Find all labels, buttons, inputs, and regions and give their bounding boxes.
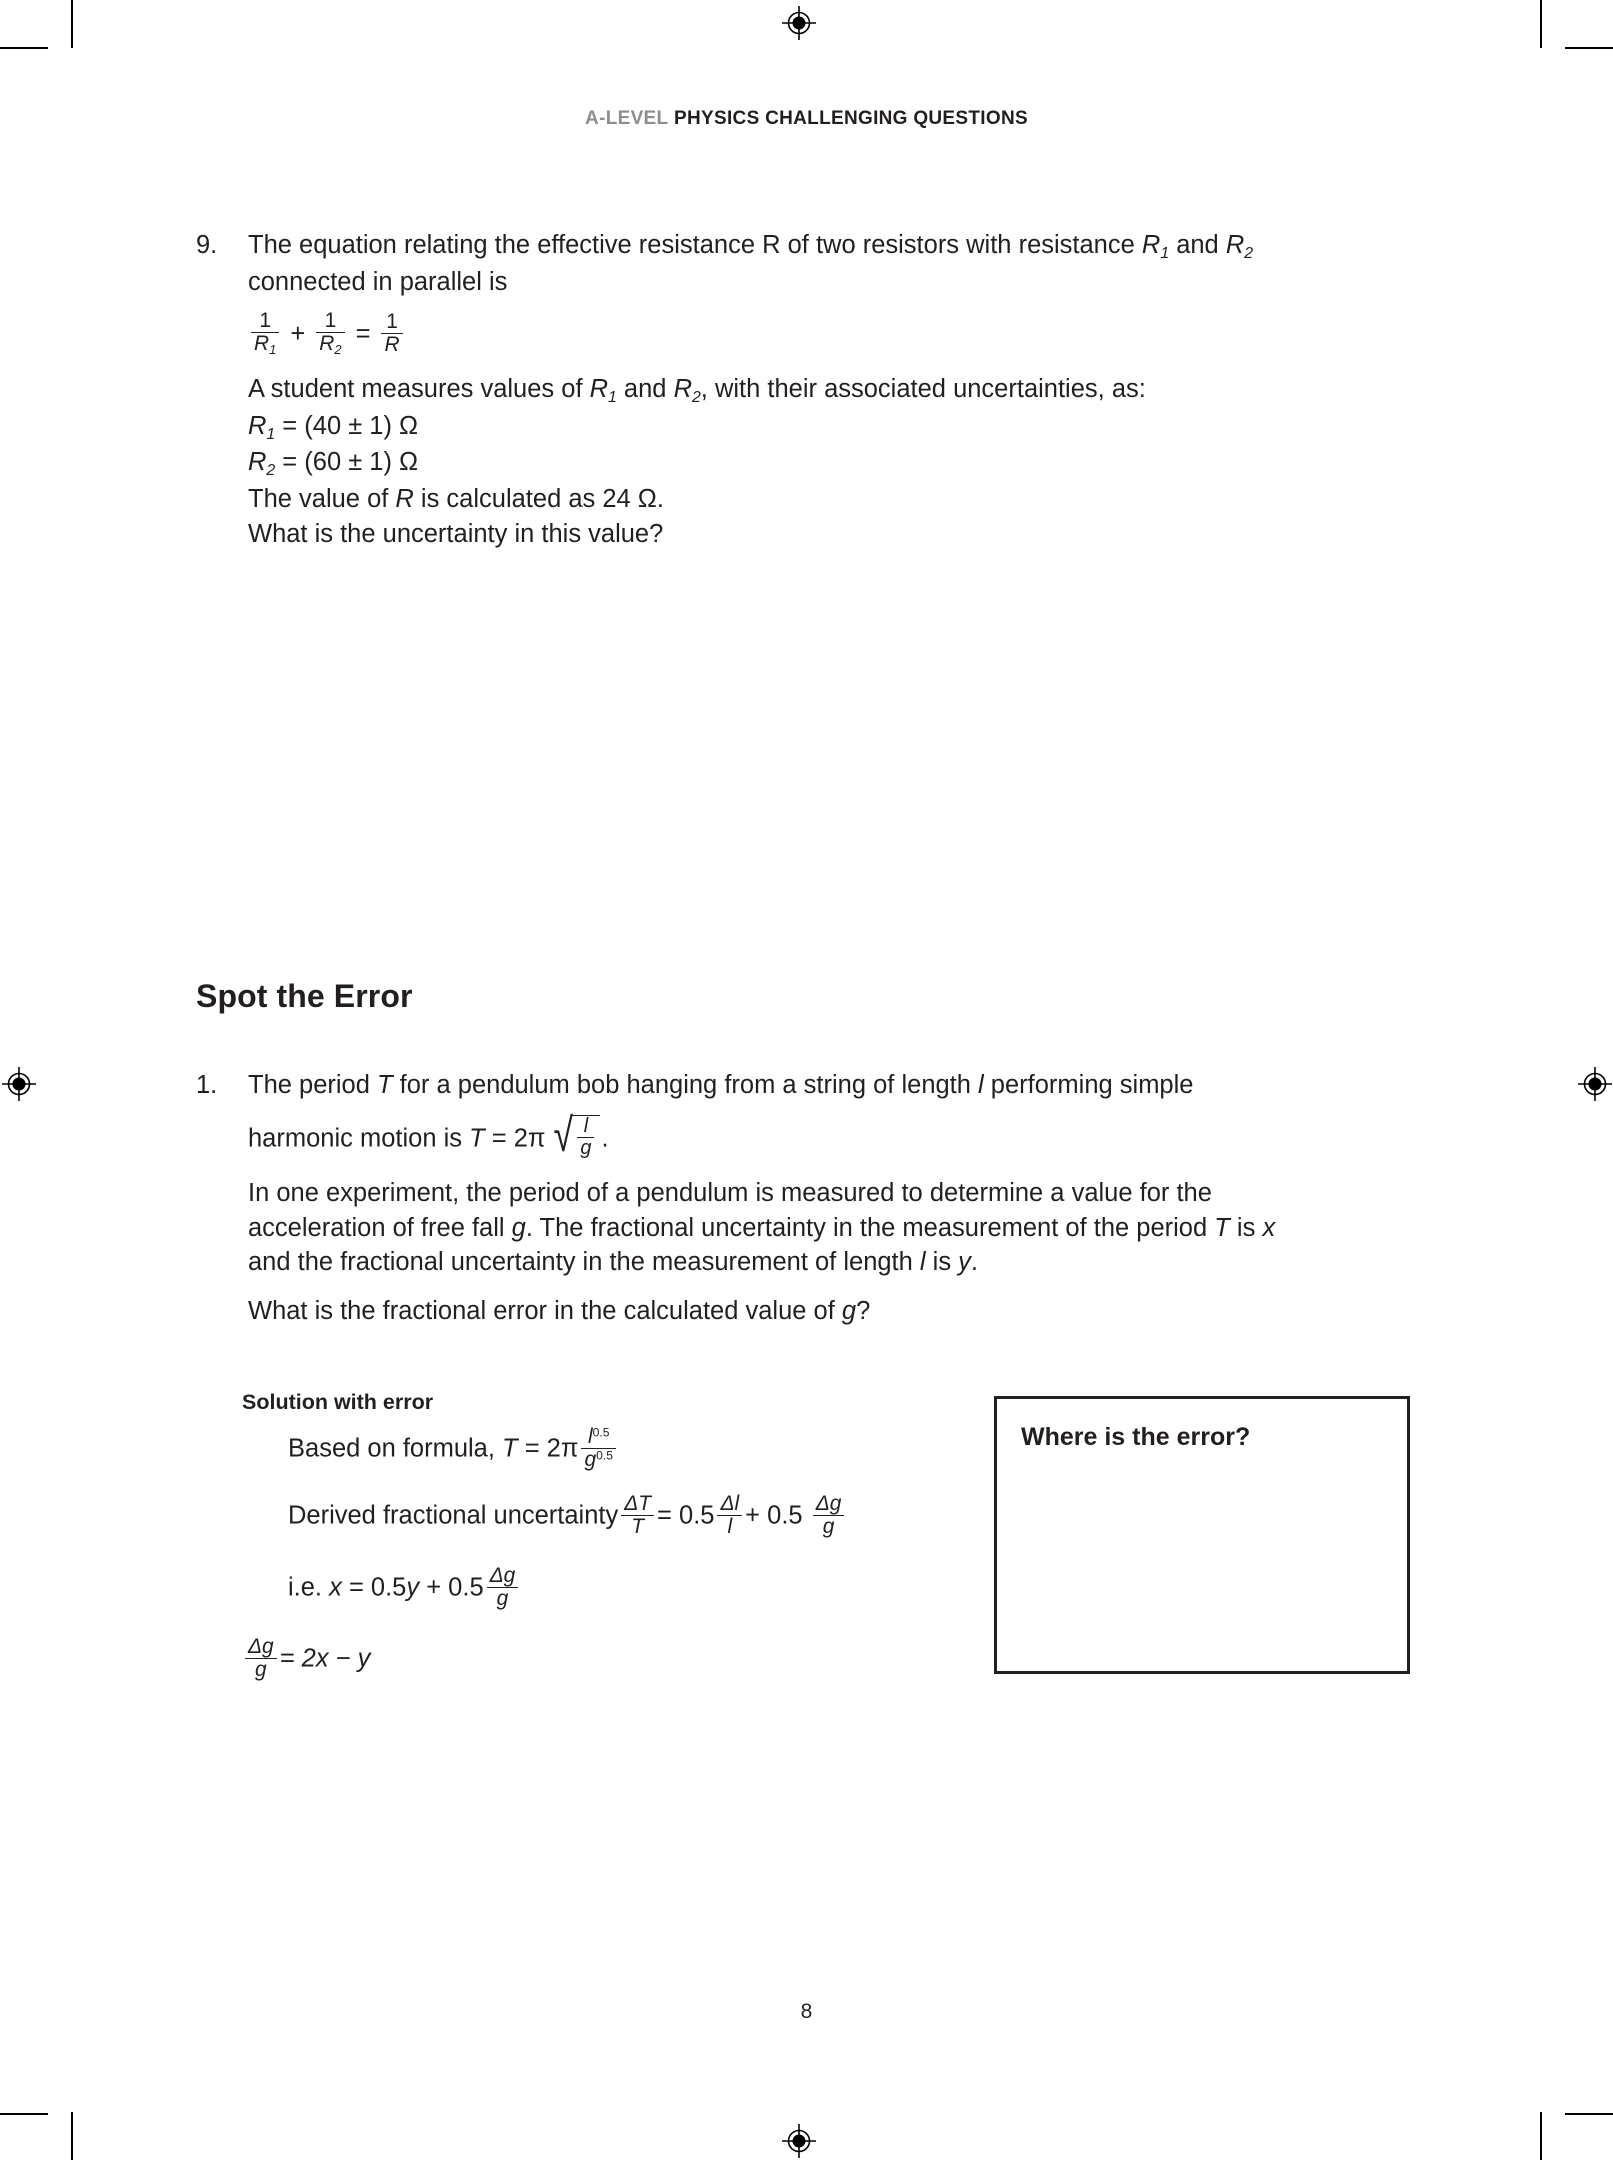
registration-target-right xyxy=(1578,1067,1612,1101)
solution-line-ie xyxy=(288,1563,942,1611)
q1-text-a: The period xyxy=(248,1071,377,1099)
numerator: 1 xyxy=(381,311,402,334)
solution-line-1-label: Based on formula, xyxy=(288,1434,503,1463)
denominator xyxy=(251,333,279,357)
denominator-sub: 1 xyxy=(269,342,277,358)
denominator xyxy=(621,1516,654,1538)
numerator xyxy=(813,1493,845,1516)
question-9-value-R1 xyxy=(248,409,1436,446)
solution-line-based-on-formula xyxy=(288,1427,942,1472)
where-is-the-error-label: Where is the error? xyxy=(1021,1423,1251,1451)
crop-mark-top-right-vertical xyxy=(1540,0,1542,48)
numerator-var: l xyxy=(587,1425,593,1448)
denominator xyxy=(581,1449,615,1471)
q9-var-R1-b: R xyxy=(589,375,609,404)
denominator-var: g xyxy=(584,1448,597,1472)
q9-var-R2: R xyxy=(1225,231,1245,259)
value-R2-sub: 2 xyxy=(266,462,276,480)
solution-ie-label: i.e. xyxy=(288,1573,330,1602)
question-9-value-R2 xyxy=(248,445,1436,482)
q9-text-c: A student measures values of xyxy=(248,375,590,404)
denominator-var: g xyxy=(822,1515,835,1539)
q1-var-g-b: g xyxy=(841,1296,857,1325)
solution-result-expression: = 2x − y xyxy=(279,1644,371,1673)
solution-eq-1: = 2π xyxy=(517,1434,579,1463)
q9-text-g: is calculated as 24 Ω. xyxy=(413,484,664,513)
q9-text-e: , with their associated uncertainties, as: xyxy=(700,375,1146,404)
question-9-block xyxy=(196,228,1436,551)
q1-text-f: . The fractional uncertainty in the measurement of the period xyxy=(525,1213,1215,1242)
denominator-var: R xyxy=(319,332,335,356)
solution-eq-2: = 0.5 xyxy=(657,1501,715,1530)
question-1-para-4 xyxy=(248,1294,1436,1329)
page-number: 8 xyxy=(800,2000,813,2023)
denominator-var: g xyxy=(496,1586,509,1610)
q1-var-T-b: T xyxy=(1214,1213,1230,1242)
running-head xyxy=(0,108,1613,130)
parallel-resistance-equation xyxy=(248,311,1436,358)
question-9-body xyxy=(248,228,1436,551)
crop-mark-top-left-horizontal xyxy=(0,47,48,49)
numerator-var: ΔT xyxy=(624,1492,652,1516)
value-R1-rest: = (40 ± 1) Ω xyxy=(275,411,419,440)
value-R2-var: R xyxy=(248,448,267,477)
question-9-line-3 xyxy=(248,372,1436,409)
q1-text-k: What is the fractional error in the calculated value of xyxy=(248,1296,842,1325)
question-1-block xyxy=(196,1068,1436,1329)
running-head-level: A-LEVEL xyxy=(585,108,669,129)
solution-with-error-block xyxy=(242,1390,942,1704)
numerator: 1 xyxy=(251,310,279,333)
numerator-var: Δg xyxy=(248,1634,274,1658)
numerator-var: Δl xyxy=(720,1492,740,1516)
q1-formula-eq: = 2π xyxy=(484,1123,546,1152)
fraction-l05-over-g05 xyxy=(581,1426,615,1471)
question-9-line-4 xyxy=(248,482,1436,517)
crop-mark-bottom-right-horizontal xyxy=(1565,2113,1613,2115)
q1-var-y: y xyxy=(958,1248,971,1277)
numerator xyxy=(621,1493,654,1516)
numerator xyxy=(577,1116,594,1138)
solution-T: T xyxy=(502,1434,518,1463)
q9-text-f: The value of xyxy=(248,484,396,513)
denominator xyxy=(316,333,344,357)
question-9-line-2: connected in parallel is xyxy=(248,267,508,296)
fraction-deltal-over-l xyxy=(717,1493,742,1538)
q9-sub-1-b: 1 xyxy=(608,389,617,407)
fraction-one-over-R1 xyxy=(251,310,279,357)
denominator xyxy=(245,1659,277,1681)
denominator-var: g xyxy=(580,1136,592,1159)
numerator xyxy=(245,1636,277,1659)
q9-var-R1: R xyxy=(1141,231,1161,259)
question-1-line-1 xyxy=(248,1068,1436,1103)
radical-sign: √ xyxy=(552,1107,573,1161)
denominator-var: R xyxy=(254,332,270,356)
spacer xyxy=(248,1280,1436,1294)
solution-line-derived-uncertainty xyxy=(288,1494,942,1539)
q1-text-e: acceleration of free fall xyxy=(248,1213,512,1242)
numerator-var: Δg xyxy=(815,1492,842,1516)
numerator xyxy=(581,1426,615,1449)
q1-text-h: and the fractional uncertainty in the measurement of length xyxy=(248,1248,920,1277)
crop-mark-top-left-vertical xyxy=(71,0,73,48)
denominator xyxy=(577,1138,594,1159)
solution-line-result xyxy=(242,1634,942,1682)
operator-equals: = xyxy=(355,320,371,349)
q1-text-b: for a pendulum bob hanging from a string of length xyxy=(392,1071,979,1099)
denominator xyxy=(381,334,402,356)
question-9 xyxy=(196,228,1436,551)
q9-sub-2-b: 2 xyxy=(691,389,701,407)
q1-var-x: x xyxy=(1262,1213,1276,1242)
section-heading-spot-the-error: Spot the Error xyxy=(196,978,413,1014)
question-1 xyxy=(196,1068,1436,1329)
numerator-exponent: 0.5 xyxy=(592,1425,610,1440)
q9-sub-2: 2 xyxy=(1244,245,1254,263)
q1-text-l: ? xyxy=(856,1296,871,1325)
registration-target-top xyxy=(782,6,816,40)
question-9-number: 9. xyxy=(196,231,218,259)
value-R1-sub: 1 xyxy=(266,425,276,443)
q1-text-j: . xyxy=(970,1248,979,1277)
denominator xyxy=(487,1588,519,1610)
denominator xyxy=(717,1516,742,1538)
fraction-deltaT-over-T xyxy=(621,1493,654,1538)
denominator-exponent: 0.5 xyxy=(596,1448,613,1463)
q9-text-d: and xyxy=(616,375,674,404)
q1-var-T: T xyxy=(377,1071,393,1099)
solution-eq-3: = 0.5 xyxy=(341,1573,407,1602)
numerator-var: l xyxy=(583,1114,589,1137)
numerator xyxy=(717,1493,742,1516)
denominator-var: g xyxy=(255,1658,267,1682)
value-R1-var: R xyxy=(248,411,267,440)
q1-text-g: is xyxy=(1229,1213,1263,1242)
spacer xyxy=(248,1103,1436,1117)
q9-var-R-plain: R xyxy=(395,484,414,513)
q9-text-a: The equation relating the effective resistance R of two resistors with resistance xyxy=(248,231,1142,259)
question-1-line-2 xyxy=(248,1107,1436,1162)
fraction-deltag-over-g-2 xyxy=(487,1565,519,1610)
registration-target-bottom xyxy=(782,2124,816,2158)
fraction-one-over-R xyxy=(381,311,402,356)
numerator-var: Δg xyxy=(489,1563,516,1587)
q1-var-l: l xyxy=(978,1071,984,1099)
spacer xyxy=(248,1162,1436,1176)
denominator-sub: 2 xyxy=(334,342,342,358)
q1-text-c: performing simple xyxy=(983,1071,1194,1099)
crop-mark-bottom-left-horizontal xyxy=(0,2113,48,2115)
radicand xyxy=(572,1115,600,1160)
numerator: 1 xyxy=(316,310,344,333)
solution-line-2-label: Derived fractional uncertainty xyxy=(288,1501,619,1530)
q1-text-d: harmonic motion is xyxy=(248,1123,470,1152)
denominator xyxy=(813,1516,845,1538)
crop-mark-bottom-left-vertical xyxy=(71,2112,73,2160)
denominator-var: R xyxy=(384,333,400,357)
solution-y: y xyxy=(406,1573,420,1602)
numerator xyxy=(487,1565,519,1588)
operator-plus: + xyxy=(290,320,306,349)
q1-formula-T: T xyxy=(469,1123,485,1152)
fraction-l-over-g xyxy=(577,1116,594,1159)
q1-var-g: g xyxy=(511,1213,526,1242)
solution-x: x xyxy=(329,1573,342,1602)
question-1-para-1: In one experiment, the period of a pendulum is measured to determine a value for the xyxy=(248,1178,1212,1207)
square-root-l-over-g xyxy=(547,1107,601,1161)
q1-var-l-b: l xyxy=(919,1248,926,1277)
q1-formula-period: . xyxy=(601,1123,609,1152)
q1-text-i: is xyxy=(925,1248,959,1277)
q9-sub-1: 1 xyxy=(1160,245,1170,263)
denominator-var: T xyxy=(631,1515,645,1539)
denominator-var: l xyxy=(727,1515,733,1539)
question-9-line-1 xyxy=(248,228,1436,265)
where-is-the-error-box[interactable] xyxy=(994,1396,1410,1674)
fraction-deltag-over-g xyxy=(813,1493,845,1538)
question-1-number: 1. xyxy=(196,1071,218,1099)
solution-plus-3: + 0.5 xyxy=(419,1573,484,1602)
running-head-title: PHYSICS CHALLENGING QUESTIONS xyxy=(674,108,1028,129)
solution-title: Solution with error xyxy=(242,1390,434,1414)
solution-plus-2: + 0.5 xyxy=(745,1501,803,1530)
q9-text-b: and xyxy=(1169,231,1226,259)
fraction-deltag-over-g-3 xyxy=(245,1636,277,1681)
question-9-line-5: What is the uncertainty in this value? xyxy=(248,519,664,548)
crop-mark-top-right-horizontal xyxy=(1565,47,1613,49)
question-1-para-2 xyxy=(248,1211,1436,1246)
question-1-para-3 xyxy=(248,1245,1436,1280)
value-R2-rest: = (60 ± 1) Ω xyxy=(275,448,419,477)
registration-target-left xyxy=(2,1067,36,1101)
question-1-body xyxy=(248,1068,1436,1329)
crop-mark-bottom-right-vertical xyxy=(1540,2112,1542,2160)
q9-var-R2-b: R xyxy=(673,375,692,404)
fraction-one-over-R2 xyxy=(316,310,344,357)
